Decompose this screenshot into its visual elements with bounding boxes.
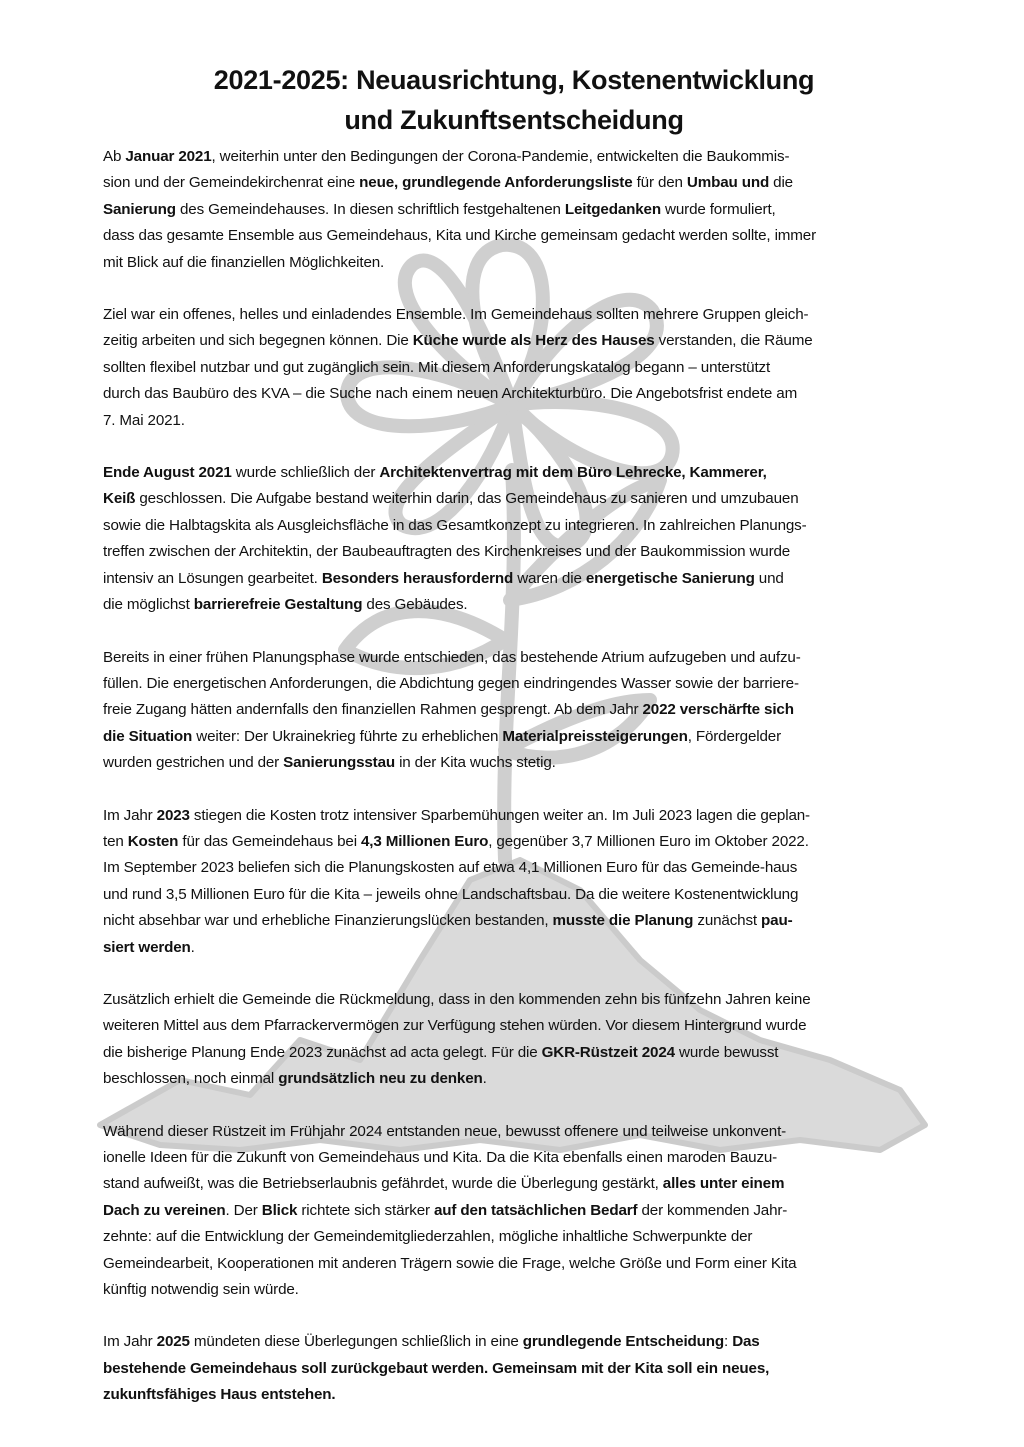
text-run: die möglichst — [103, 596, 194, 614]
text-run: stiegen die Kosten trotz intensiver Sparbemühungen weiter an. Im Juli 2023 lagen die geplan- — [189, 806, 810, 824]
bold-text: musste die Planung — [552, 912, 694, 930]
text-run: sion und der Gemeindekirchenrat eine — [103, 174, 360, 192]
text-line — [103, 1145, 925, 1171]
bold-text: GKR-Rüstzeit 2024 — [541, 1043, 675, 1061]
text-run: ionelle Ideen für die Zukunft von Gemeindehaus und Kita. Da die Kita ebenfalls einen maroden Bauzu- — [103, 1149, 778, 1166]
text-line — [103, 1251, 925, 1277]
bold-text: energetische Sanierung — [585, 569, 755, 587]
text-line — [103, 460, 925, 486]
text-run: künftig notwendig sein würde. — [103, 1281, 299, 1299]
text-run: stand aufweißt, was die Betriebserlaubnis gefährdet, wurde die Überlegung gestärkt, — [103, 1175, 663, 1193]
text-line — [103, 645, 925, 671]
text-line — [103, 1013, 925, 1039]
bold-text: bestehende Gemeindehaus soll zurückgebaut werden. Gemeinsam mit der Kita soll ein neues, — [103, 1359, 770, 1377]
text-run: . Der — [225, 1201, 262, 1219]
bold-text: die Situation — [103, 727, 193, 745]
bold-text: grundsätzlich neu zu denken — [278, 1070, 483, 1088]
text-run: zeitig arbeiten und sich begegnen können. Die — [103, 332, 413, 350]
text-run: Im Jahr — [103, 806, 157, 824]
text-line — [103, 302, 925, 328]
text-run: Im September 2023 beliefen sich die Planungskosten auf etwa 4,1 Millionen Euro für das Gemeinde-haus — [103, 859, 798, 877]
text-run: verstanden, die Räume — [654, 332, 813, 350]
text-run: waren die — [513, 569, 586, 587]
text-run: wurde formuliert, — [660, 200, 776, 218]
bold-text: Keiß — [103, 490, 136, 508]
text-line — [103, 513, 925, 539]
text-line — [103, 486, 925, 512]
text-line — [103, 539, 925, 565]
text-line — [103, 1119, 925, 1145]
bold-text: Umbau und — [686, 174, 770, 192]
body-text — [103, 144, 925, 1409]
text-run: mündeten diese Überlegungen schließlich in eine — [189, 1333, 523, 1351]
text-run: dass das gesamte Ensemble aus Gemeindehaus, Kita und Kirche gemeinsam gedacht werden sollte, immer — [103, 227, 816, 245]
text-run: des Gebäudes. — [362, 596, 468, 614]
text-run: wurden gestrichen und der — [103, 754, 284, 772]
text-run: treffen zwischen der Architektin, der Baubeauftragten des Kirchenkreises und der Baukommission wurde — [103, 543, 791, 561]
text-line — [103, 935, 925, 961]
bold-text: 4,3 Millionen Euro — [361, 832, 489, 850]
text-line — [103, 1277, 925, 1303]
text-run: Während dieser Rüstzeit im Frühjahr 2024 entstanden neue, bewusst offenere und teilweise unkonvent- — [103, 1122, 787, 1140]
paragraph — [103, 302, 925, 434]
text-line — [103, 1040, 925, 1066]
bold-text: alles unter einem — [662, 1175, 785, 1193]
text-run: mit Blick auf die finanziellen Möglichkeiten. — [103, 253, 385, 271]
text-line — [103, 1171, 925, 1197]
page-title — [103, 60, 925, 140]
bold-text: Januar 2021 — [125, 148, 212, 165]
text-run: nicht absehbar war und erhebliche Finanzierungslücken bestanden, — [103, 912, 553, 930]
text-run: sollten flexibel nutzbar und gut zugänglich sein. Mit diesem Anforderungskatalog begann – unterstützt — [103, 358, 771, 376]
text-run: und rund 3,5 Millionen Euro für die Kita – jeweils ohne Landschaftsbau. Da die weitere Kostenentwicklung — [103, 885, 799, 903]
text-run: für den — [632, 174, 687, 192]
bold-text: Dach zu vereinen — [103, 1201, 226, 1219]
bold-text: Sanierungsstau — [283, 754, 395, 772]
text-line — [103, 671, 925, 697]
text-run: Im Jahr — [103, 1333, 157, 1351]
text-run: und — [754, 569, 784, 587]
paragraph — [103, 144, 925, 276]
text-run: zehnte: auf die Entwicklung der Gemeindemitgliederzahlen, mögliche inhaltliche Schwerpunkte der — [103, 1228, 753, 1246]
text-line — [103, 724, 925, 750]
text-run: weiteren Mittel aus dem Pfarrackervermögen zur Verfügung stehen würden. Vor diesem Hintergrund wurde — [103, 1017, 807, 1035]
text-run: Ziel war ein offenes, helles und einladendes Ensemble. Im Gemeindehaus sollten mehrere Gruppen gleich- — [103, 306, 809, 324]
paragraph — [103, 645, 925, 777]
bold-text: Materialpreissteigerungen — [502, 727, 688, 745]
bold-text: Leitgedanken — [564, 200, 661, 218]
text-run: die — [769, 174, 793, 192]
text-run: wurde schließlich der — [231, 464, 380, 482]
text-line — [103, 1329, 925, 1355]
paragraph — [103, 460, 925, 618]
text-line — [103, 408, 925, 434]
text-run: beschlossen, noch einmal — [103, 1070, 279, 1088]
text-line — [103, 144, 925, 170]
bold-text: Ende August 2021 — [103, 464, 232, 482]
text-run: , Fördergelder — [687, 727, 781, 745]
text-run: 7. Mai 2021. — [103, 411, 185, 429]
text-line — [103, 803, 925, 829]
paragraph — [103, 987, 925, 1093]
text-run: ten — [103, 832, 128, 850]
text-line — [103, 250, 925, 276]
text-line — [103, 697, 925, 723]
text-run: in der Kita wuchs stetig. — [395, 754, 556, 772]
text-run: freie Zugang hätten andernfalls den finanziellen Rahmen gesprengt. Ab dem Jahr — [103, 701, 643, 719]
bold-text: zukunftsfähiges Haus entstehen. — [103, 1386, 336, 1404]
text-run: geschlossen. Die Aufgabe bestand weiterhin darin, das Gemeindehaus zu sanieren und umzubauen — [135, 490, 799, 508]
text-line — [103, 855, 925, 881]
bold-text: siert werden — [103, 938, 191, 956]
text-run: Gemeindearbeit, Kooperationen mit anderen Trägern sowie die Frage, welche Größe und Form einer Kita — [103, 1254, 797, 1272]
bold-text: neue, grundlegende Anforderungsliste — [359, 174, 633, 192]
bold-text: auf den tatsächlichen Bedarf — [434, 1201, 638, 1219]
text-run: . — [482, 1070, 487, 1088]
text-run: Zusätzlich erhielt die Gemeinde die Rückmeldung, dass in den kommenden zehn bis fünfzehn Jahren keine — [103, 990, 811, 1008]
text-run: , gegenüber 3,7 Millionen Euro im Oktober 2022. — [488, 832, 809, 850]
text-line — [103, 592, 925, 618]
text-run: . — [190, 938, 195, 956]
text-run: sowie die Halbtagskita als Ausgleichsfläche in das Gesamtkonzept zu integrieren. In zahlreichen Planungs- — [103, 516, 807, 534]
text-line — [103, 381, 925, 407]
bold-text: Das — [732, 1333, 760, 1351]
text-run: zunächst — [693, 912, 762, 930]
bold-text: Sanierung — [103, 200, 176, 218]
text-line — [103, 908, 925, 934]
text-run: , weiterhin unter den Bedingungen der Corona-Pandemie, entwickelten die Baukommis- — [211, 148, 790, 165]
paragraph — [103, 1119, 925, 1304]
bold-text: 2022 verschärfte sich — [642, 701, 794, 719]
text-run: Bereits in einer frühen Planungsphase wurde entschieden, das bestehende Atrium aufzugeben und aufzu- — [103, 648, 801, 666]
text-line — [103, 829, 925, 855]
text-line — [103, 882, 925, 908]
bold-text: pau- — [761, 912, 793, 930]
bold-text: Architektenvertrag mit dem Büro Lehrecke, Kammerer, — [379, 464, 767, 482]
text-line — [103, 355, 925, 381]
bold-text: grundlegende Entscheidung — [522, 1333, 725, 1351]
text-run: : — [724, 1333, 733, 1351]
text-line — [103, 1356, 925, 1382]
text-line — [103, 987, 925, 1013]
text-line — [103, 1224, 925, 1250]
bold-text: 2025 — [156, 1333, 190, 1351]
text-line — [103, 1382, 925, 1408]
text-line — [103, 328, 925, 354]
text-line — [103, 223, 925, 249]
bold-text: Küche wurde als Herz des Hauses — [412, 332, 655, 350]
text-run: für das Gemeindehaus bei — [178, 832, 361, 850]
text-line — [103, 1066, 925, 1092]
text-run: des Gemeindehauses. In diesen schriftlich festgehaltenen — [175, 200, 565, 218]
text-run: Ab — [103, 148, 126, 165]
text-run: intensiv an Lösungen gearbeitet. — [103, 569, 322, 587]
text-run: weiter: Der Ukrainekrieg führte zu erheblichen — [192, 727, 503, 745]
text-line — [103, 1198, 925, 1224]
text-line — [103, 197, 925, 223]
text-line — [103, 750, 925, 776]
text-run: die bisherige Planung Ende 2023 zunächst ad acta gelegt. Für die — [103, 1043, 542, 1061]
bold-text: Kosten — [127, 832, 179, 850]
bold-text: barrierefreie Gestaltung — [193, 596, 363, 614]
text-line — [103, 170, 925, 196]
bold-text: Blick — [261, 1201, 298, 1219]
bold-text: Besonders herausfordernd — [321, 569, 514, 587]
text-line — [103, 566, 925, 592]
text-run: durch das Baubüro des KVA – die Suche nach einem neuen Architekturbüro. Die Angebotsfrist endete am — [103, 385, 798, 403]
text-run: füllen. Die energetischen Anforderungen, die Abdichtung gegen eindringendes Wasser sowie der barriere- — [103, 674, 799, 692]
bold-text: 2023 — [156, 806, 190, 824]
text-run: der kommenden Jahr- — [637, 1201, 788, 1219]
paragraph — [103, 803, 925, 961]
text-run: richtete sich stärker — [297, 1201, 434, 1219]
title-line-1: 2021-2025: Neuausrichtung, Kostenentwicklung — [213, 65, 815, 95]
document-page — [103, 60, 925, 1435]
title-line-2: und Zukunftsentscheidung — [344, 105, 684, 135]
text-run: wurde bewusst — [674, 1043, 779, 1061]
paragraph — [103, 1329, 925, 1408]
